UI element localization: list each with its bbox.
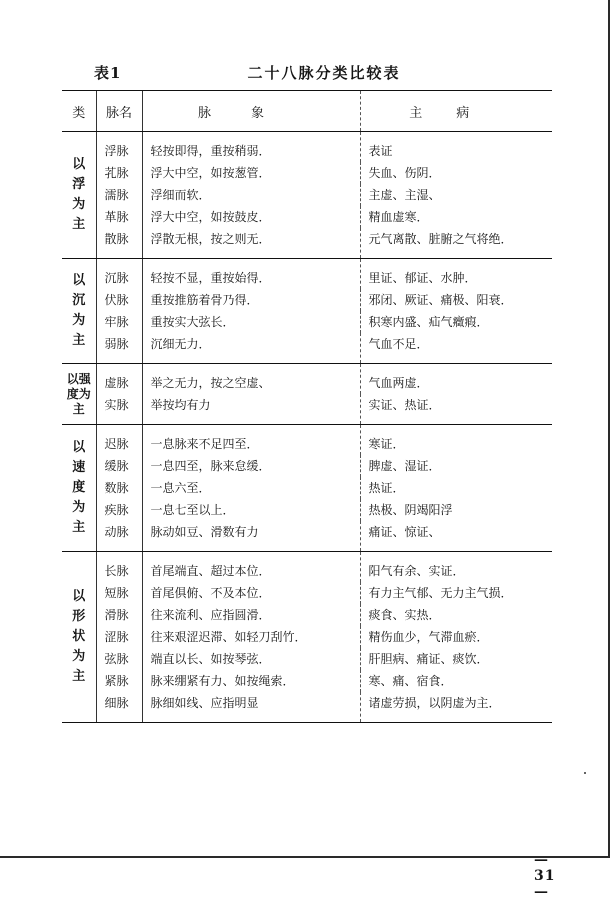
pulse-name-cell: 数脉 bbox=[96, 477, 142, 499]
pulse-description-cell: 沉细无力． bbox=[142, 333, 360, 364]
table-row bbox=[62, 333, 552, 364]
page-number: — 31 — bbox=[534, 852, 556, 900]
pulse-name-cell: 浮脉 bbox=[96, 132, 142, 163]
main-illness-cell: 气血不足． bbox=[360, 333, 552, 364]
category-cell: 以 形 状 为 主 bbox=[62, 552, 96, 723]
table-header-row bbox=[62, 91, 552, 132]
pulse-description-cell: 举按均有力 bbox=[142, 394, 360, 425]
pulse-name-cell: 革脉 bbox=[96, 206, 142, 228]
pulse-description-cell: 浮大中空，如按葱管． bbox=[142, 162, 360, 184]
pulse-name-cell: 实脉 bbox=[96, 394, 142, 425]
category-cell: 以 浮 为 主 bbox=[62, 132, 96, 259]
pulse-name-cell: 长脉 bbox=[96, 552, 142, 583]
pulse-classification-table bbox=[62, 90, 552, 723]
table-row bbox=[62, 289, 552, 311]
main-illness-cell: 气血两虚． bbox=[360, 364, 552, 395]
table-row bbox=[62, 425, 552, 456]
header-main-illness: 主病 bbox=[360, 91, 552, 132]
main-illness-cell: 失血、伤阴． bbox=[360, 162, 552, 184]
table-row bbox=[62, 477, 552, 499]
main-illness-cell: 寒证． bbox=[360, 425, 552, 456]
pulse-description-cell: 举之无力，按之空虚、 bbox=[142, 364, 360, 395]
main-illness-cell: 实证、热证． bbox=[360, 394, 552, 425]
header-pulse-description: 脉象 bbox=[142, 91, 360, 132]
pulse-name-cell: 涩脉 bbox=[96, 626, 142, 648]
header-pulse-name: 脉名 bbox=[96, 91, 142, 132]
main-illness-cell: 寒、痛、宿食． bbox=[360, 670, 552, 692]
main-illness-cell: 痛证、惊证、 bbox=[360, 521, 552, 552]
pulse-name-cell: 动脉 bbox=[96, 521, 142, 552]
pulse-name-cell: 弦脉 bbox=[96, 648, 142, 670]
pulse-description-cell: 往来艰涩迟滞、如轻刀刮竹． bbox=[142, 626, 360, 648]
table-row bbox=[62, 692, 552, 723]
pulse-name-cell: 滑脉 bbox=[96, 604, 142, 626]
table-row bbox=[62, 582, 552, 604]
table-body bbox=[62, 132, 552, 723]
pulse-description-cell: 端直以长、如按琴弦． bbox=[142, 648, 360, 670]
table-row bbox=[62, 394, 552, 425]
main-illness-cell: 痰食、实热． bbox=[360, 604, 552, 626]
pulse-description-cell: 轻按即得，重按稍弱． bbox=[142, 132, 360, 163]
main-illness-cell: 精伤血少，气滞血瘀． bbox=[360, 626, 552, 648]
main-illness-cell: 阳气有余、实证． bbox=[360, 552, 552, 583]
pulse-description-cell: 首尾俱俯、不及本位． bbox=[142, 582, 360, 604]
pulse-description-cell: 脉细如线、应指明显 bbox=[142, 692, 360, 723]
main-illness-cell: 表证 bbox=[360, 132, 552, 163]
main-illness-cell: 热证． bbox=[360, 477, 552, 499]
pulse-description-cell: 重按推筋着骨乃得． bbox=[142, 289, 360, 311]
category-cell: 以强 度为 主 bbox=[62, 364, 96, 425]
main-illness-cell: 有力主气郁、无力主气损． bbox=[360, 582, 552, 604]
table-row bbox=[62, 228, 552, 259]
pulse-name-cell: 紧脉 bbox=[96, 670, 142, 692]
pulse-description-cell: 浮细而软． bbox=[142, 184, 360, 206]
pulse-description-cell: 脉来绷紧有力、如按绳索． bbox=[142, 670, 360, 692]
main-illness-cell: 诸虚劳损，以阴虚为主． bbox=[360, 692, 552, 723]
main-illness-cell: 脾虚、湿证． bbox=[360, 455, 552, 477]
pulse-description-cell: 一息六至． bbox=[142, 477, 360, 499]
table-row bbox=[62, 670, 552, 692]
table-row bbox=[62, 521, 552, 552]
pulse-description-cell: 脉动如豆、滑数有力 bbox=[142, 521, 360, 552]
table-title: 二十八脉分类比较表 bbox=[247, 64, 401, 82]
pulse-name-cell: 迟脉 bbox=[96, 425, 142, 456]
pulse-description-cell: 一息脉来不足四至． bbox=[142, 425, 360, 456]
pulse-name-cell: 缓脉 bbox=[96, 455, 142, 477]
pulse-name-cell: 牢脉 bbox=[96, 311, 142, 333]
table-row bbox=[62, 259, 552, 290]
pulse-description-cell: 轻按不显，重按始得． bbox=[142, 259, 360, 290]
category-cell: 以 速 度 为 主 bbox=[62, 425, 96, 552]
table-row bbox=[62, 499, 552, 521]
main-illness-cell: 肝胆病、痛证、痰饮． bbox=[360, 648, 552, 670]
pulse-name-cell: 虚脉 bbox=[96, 364, 142, 395]
pulse-description-cell: 往来流利、应指圆滑． bbox=[142, 604, 360, 626]
main-illness-cell: 主虚、主湿、 bbox=[360, 184, 552, 206]
category-cell: 以 沉 为 主 bbox=[62, 259, 96, 364]
pulse-description-cell: 一息七至以上． bbox=[142, 499, 360, 521]
table-label: 表1 bbox=[94, 64, 122, 82]
pulse-description-cell: 浮散无根，按之则无． bbox=[142, 228, 360, 259]
pulse-name-cell: 弱脉 bbox=[96, 333, 142, 364]
main-illness-cell: 热极、阴竭阳浮 bbox=[360, 499, 552, 521]
pulse-name-cell: 散脉 bbox=[96, 228, 142, 259]
pulse-name-cell: 芤脉 bbox=[96, 162, 142, 184]
pulse-name-cell: 伏脉 bbox=[96, 289, 142, 311]
pulse-description-cell: 浮大中空，如按鼓皮． bbox=[142, 206, 360, 228]
table-row bbox=[62, 162, 552, 184]
pulse-name-cell: 濡脉 bbox=[96, 184, 142, 206]
pulse-name-cell: 细脉 bbox=[96, 692, 142, 723]
table-row bbox=[62, 552, 552, 583]
table-row bbox=[62, 455, 552, 477]
main-illness-cell: 精血虚寒． bbox=[360, 206, 552, 228]
table-caption bbox=[62, 60, 552, 84]
pulse-description-cell: 一息四至，脉来怠缓． bbox=[142, 455, 360, 477]
pulse-description-cell: 重按实大弦长． bbox=[142, 311, 360, 333]
table-row bbox=[62, 626, 552, 648]
table-row bbox=[62, 184, 552, 206]
pulse-name-cell: 疾脉 bbox=[96, 499, 142, 521]
table-row bbox=[62, 311, 552, 333]
main-illness-cell: 邪闭、厥证、痛极、阳衰． bbox=[360, 289, 552, 311]
header-category: 类 bbox=[62, 91, 96, 132]
table-row bbox=[62, 648, 552, 670]
table-row bbox=[62, 132, 552, 163]
main-illness-cell: 积寒内盛、疝气癥瘕． bbox=[360, 311, 552, 333]
main-illness-cell: 元气离散、脏腑之气将绝． bbox=[360, 228, 552, 259]
pulse-description-cell: 首尾端直、超过本位． bbox=[142, 552, 360, 583]
main-illness-cell: 里证、郁证、水肿． bbox=[360, 259, 552, 290]
pulse-name-cell: 沉脉 bbox=[96, 259, 142, 290]
scan-speck bbox=[584, 772, 586, 774]
table-row bbox=[62, 604, 552, 626]
table-row bbox=[62, 364, 552, 395]
table-row bbox=[62, 206, 552, 228]
pulse-name-cell: 短脉 bbox=[96, 582, 142, 604]
